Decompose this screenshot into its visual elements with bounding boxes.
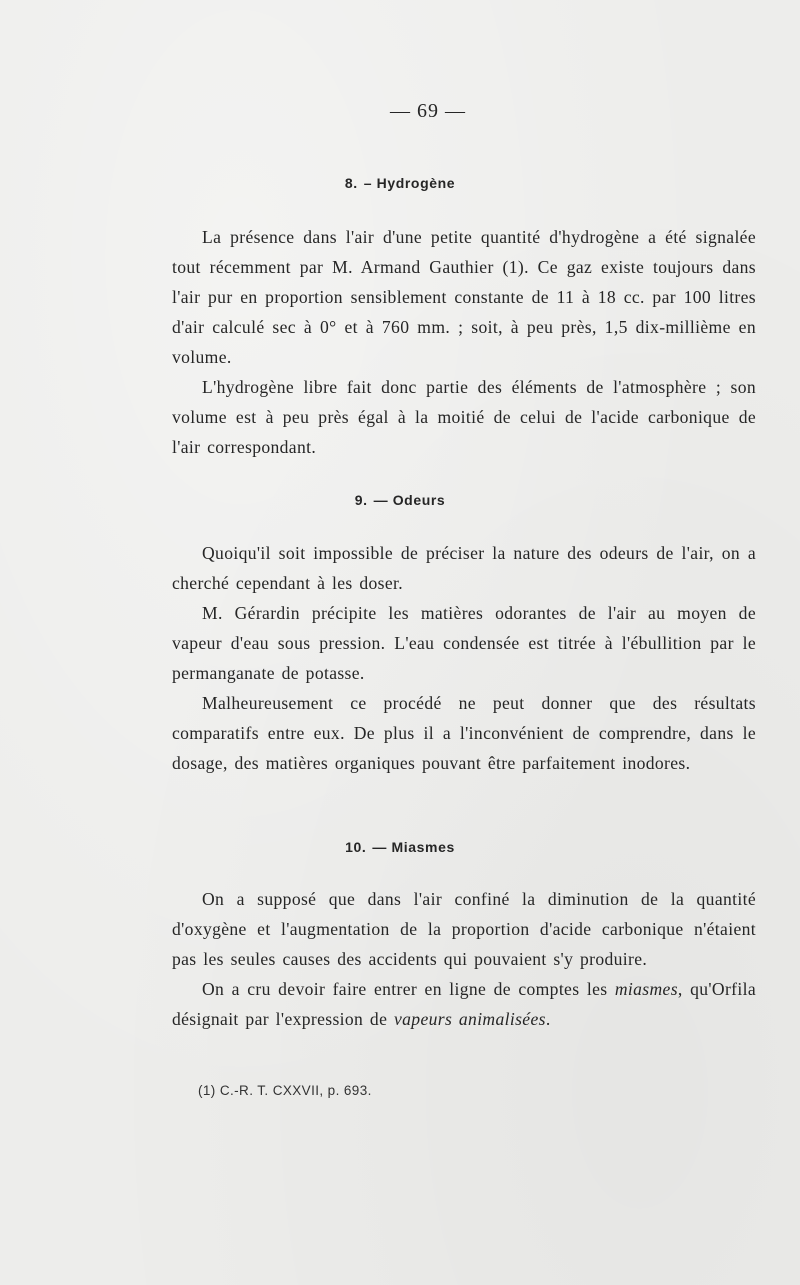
section-heading-hydrogene <box>0 175 800 191</box>
section-body-odeurs <box>172 538 756 778</box>
italic-term: miasmes <box>614 979 678 999</box>
section-body-miasmes <box>172 884 756 1034</box>
italic-term: vapeurs animalisées <box>394 1009 546 1029</box>
section-heading-miasmes <box>0 839 800 855</box>
paragraph: La présence dans l'air d'une petite quantité d'hydrogène a été signalée tout récemment par M. Armand Gauthier (1). Ce gaz existe toujours dans l'air pur en proportion sensiblement constante de 11 à 18 cc. par 100 litres d'air calculé sec à 0° et à 760 mm. ; soit, à peu près, 1,5 dix-millième en volume. <box>172 227 756 367</box>
page-number: — 69 — <box>390 100 466 122</box>
paragraph: Quoiqu'il soit impossible de préciser la nature des odeurs de l'air, on a cherché cependant à les doser. <box>172 543 756 593</box>
section-title: Odeurs <box>392 492 446 508</box>
text-run: , qu'Orfila désignait par l'expression de <box>172 979 756 1029</box>
paragraph: On a supposé que dans l'air confiné la diminution de la quantité d'oxygène et l'augmentation de la proportion d'acide carbonique n'étaient pas les seules causes des accidents qui pouvaient s'y produire. <box>172 889 756 969</box>
section-number: 10. <box>345 839 367 855</box>
section-dash: — <box>372 839 387 855</box>
section-number: 9. <box>354 492 368 508</box>
section-title: Miasmes <box>391 839 455 855</box>
paragraph <box>172 974 756 1034</box>
paragraph: Malheureusement ce procédé ne peut donner que des résultats comparatifs entre eux. De plus il a l'inconvénient de comprendre, dans le dosage, des matières organiques pouvant être parfaitement inodores. <box>172 693 756 773</box>
section-heading-odeurs <box>0 492 800 508</box>
text-run: On a cru devoir faire entrer en ligne de comptes les <box>202 979 615 999</box>
footnote: (1) C.-R. T. CXXVII, p. 693. <box>198 1083 372 1098</box>
section-dash: – <box>363 175 373 191</box>
section-body-hydrogene <box>172 222 756 462</box>
section-title: Hydrogène <box>376 175 456 191</box>
paragraph: L'hydrogène libre fait donc partie des éléments de l'atmosphère ; son volume est à peu près égal à la moitié de celui de l'acide carbonique de l'air correspondant. <box>172 377 756 457</box>
paragraph: M. Gérardin précipite les matières odorantes de l'air au moyen de vapeur d'eau sous pression. L'eau condensée est titrée à l'ébullition par le permanganate de potasse. <box>172 603 756 683</box>
text-run: . <box>545 1009 551 1029</box>
section-dash: — <box>373 492 389 508</box>
section-number: 8. <box>344 175 358 191</box>
